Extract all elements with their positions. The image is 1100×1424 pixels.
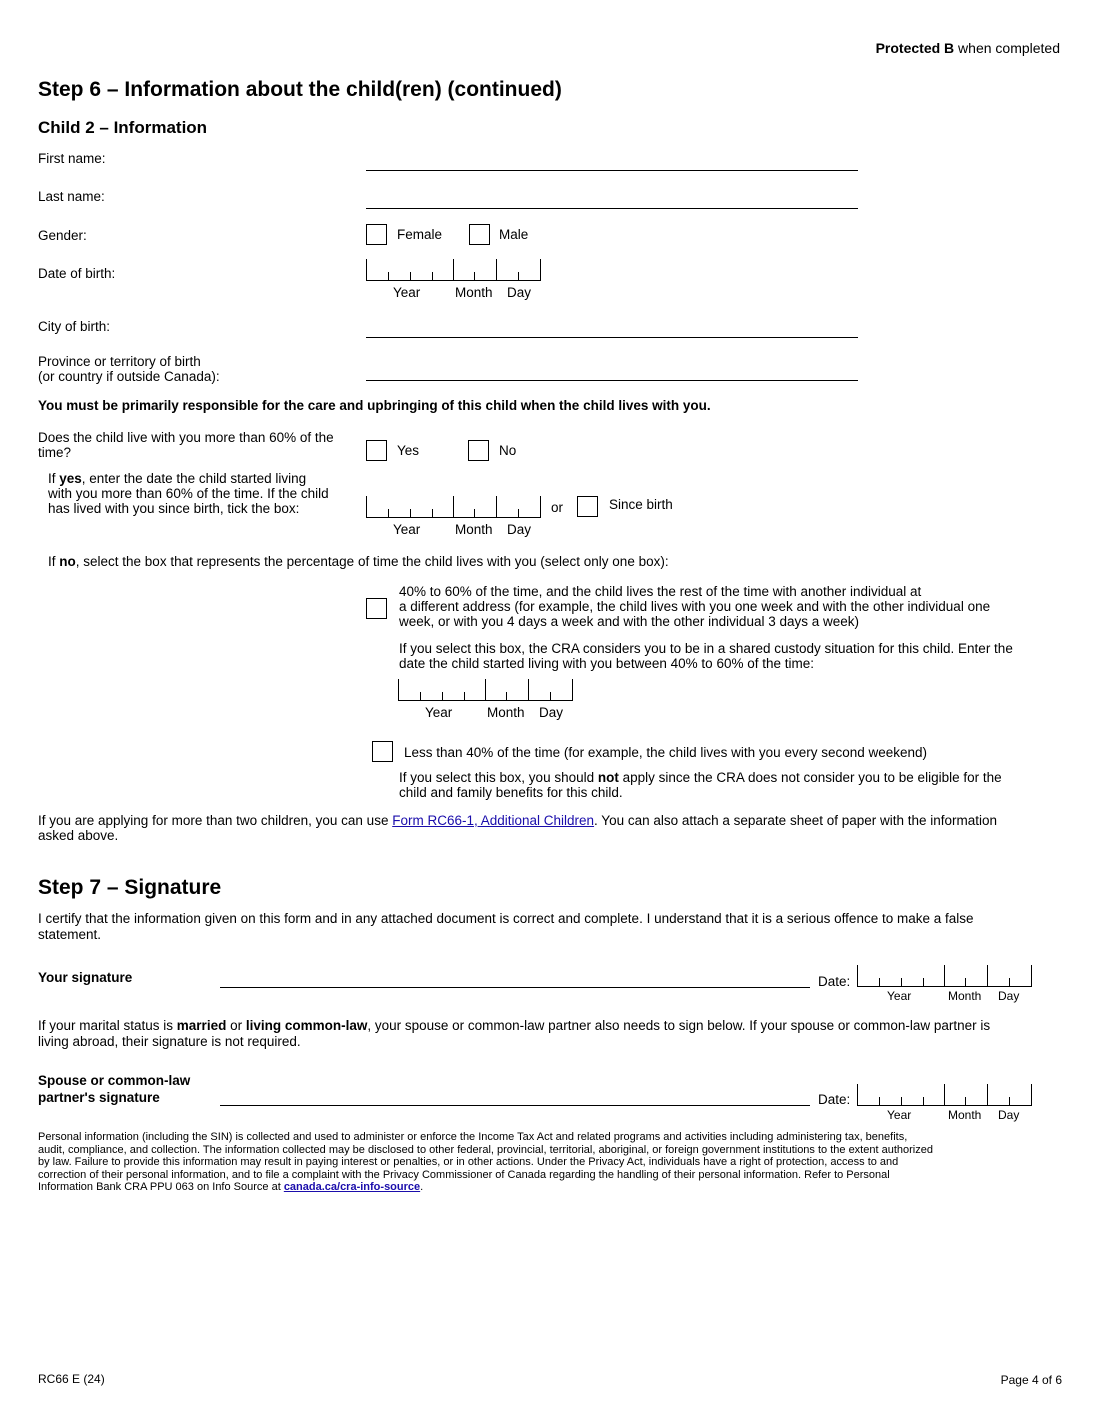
your-month-caption: Month [948,989,982,1003]
responsible-note: You must be primarily responsible for the care and upbringing of this child when the child lives with you. [38,398,711,413]
female-label: Female [397,227,443,242]
if-no-instructions: If no, select the box that represents the percentage of time the child lives with you (select only one box): [48,554,669,569]
more-children-note: If you are applying for more than two children, you can use Form RC66-1, Additional Children. You can also attach a separate sheet of paper with the information asked above. [38,813,998,843]
first-name-label: First name: [38,151,106,166]
city-field[interactable] [366,337,858,338]
spouse-signature-field[interactable] [220,1105,810,1106]
dob-day-caption: Day [507,285,532,300]
province-field[interactable] [366,380,858,381]
your-year-caption: Year [887,989,912,1003]
marital-status-note: If your marital status is married or living common-law, your spouse or common-law partner also needs to sign below. If your spouse or common-law partner is living abroad, their signature is not required. [38,1018,991,1049]
form-rc66-1-link[interactable]: Form RC66-1, Additional Children [392,813,595,828]
cra-info-source-link[interactable]: canada.ca/cra-info-source [283,1181,421,1193]
start-date-field[interactable] [366,496,541,518]
male-checkbox[interactable] [469,224,490,245]
shared-custody-option: 40% to 60% of the time, and the child lives the rest of the time with another individual at a different address (for example, the child lives with you one week and with the other individual one week, or with you 4 days a week and with the other individual 3 days a week) [399,584,991,629]
protected-b-label: Protected B when completed [875,40,1060,56]
live-question: Does the child live with you more than 60% of the time? [38,430,334,460]
since-birth-label: Since birth [609,497,673,512]
spouse-date-label: Date: [818,1092,851,1107]
last-name-field[interactable] [366,208,858,209]
shared-year-caption: Year [425,705,453,720]
shared-day-caption: Day [539,705,564,720]
start-month-caption: Month [455,522,493,537]
last-name-label: Last name: [38,189,105,204]
spouse-year-caption: Year [887,1108,912,1122]
first-name-field[interactable] [366,170,858,171]
your-signature-date-field[interactable] [857,965,1032,987]
shared-custody-checkbox[interactable] [366,598,387,619]
since-birth-checkbox[interactable] [577,496,598,517]
your-day-caption: Day [998,989,1020,1003]
dob-month-caption: Month [455,285,493,300]
shared-custody-date-field[interactable] [398,679,573,701]
start-year-caption: Year [393,522,421,537]
dob-label: Date of birth: [38,266,116,281]
dob-date-field[interactable] [366,259,541,281]
page-number: Page 4 of 6 [1000,1373,1062,1387]
female-checkbox[interactable] [366,224,387,245]
less-than-40-option: Less than 40% of the time (for example, the child lives with you every second weekend) [404,745,928,760]
step7-title: Step 7 – Signature [38,876,222,899]
no-label: No [499,443,517,458]
male-label: Male [499,227,529,242]
shared-custody-note: If you select this box, the CRA considers you to be in a shared custody situation for this child. Enter the date the child started living with you between 40% to 60% of the time: [399,641,1013,671]
province-label: Province or territory of birth (or country if outside Canada): [38,354,220,384]
form-id: RC66 E (24) [38,1372,105,1386]
spouse-signature-date-field[interactable] [857,1084,1032,1106]
if-yes-instructions: If yes, enter the date the child started living with you more than 60% of the time. If the child has lived with you since birth, tick the box: [48,471,329,516]
or-label: or [551,500,564,515]
your-date-label: Date: [818,974,851,989]
your-signature-label: Your signature [38,970,133,985]
dob-year-caption: Year [393,285,421,300]
your-signature-field[interactable] [220,987,810,988]
spouse-signature-label: Spouse or common-law partner's signature [38,1073,191,1105]
child2-heading: Child 2 – Information [38,118,208,137]
gender-label: Gender: [38,228,87,243]
shared-month-caption: Month [487,705,525,720]
step6-title: Step 6 – Information about the child(ren) (continued) [38,78,562,101]
less-than-40-note: If you select this box, you should not apply since the CRA does not consider you to be eligible for the child and family benefits for this child. [399,770,1002,800]
city-label: City of birth: [38,319,111,334]
yes-checkbox[interactable] [366,440,387,461]
spouse-month-caption: Month [948,1108,982,1122]
start-day-caption: Day [507,522,532,537]
privacy-notice: Personal information (including the SIN) is collected and used to administer or enforce the Income Tax Act and related programs and activities including administering tax, benefits, audit, compliance, and collection. The information collected may be disclosed to other federal, provincial, territorial, aboriginal, or foreign government institutions to the extent authorized by law. Failure to provide this information may result in paying interest or penalties, or in other actions. Under the Privacy Act, individuals have a right of protection, access to and correction of their personal information, and to file a complaint with the Privacy Commissioner of Canada regarding the handling of their personal information. Refer to Personal Information Bank CRA PPU 063 on Info Source at canada.ca/cra-info-source. [38,1131,933,1193]
spouse-day-caption: Day [998,1108,1020,1122]
less-than-40-checkbox[interactable] [372,741,393,762]
certify-statement: I certify that the information given on this form and in any attached document is correct and complete. I understand that it is a serious offence to make a false statement. [38,911,974,942]
no-checkbox[interactable] [468,440,489,461]
yes-label: Yes [397,443,420,458]
